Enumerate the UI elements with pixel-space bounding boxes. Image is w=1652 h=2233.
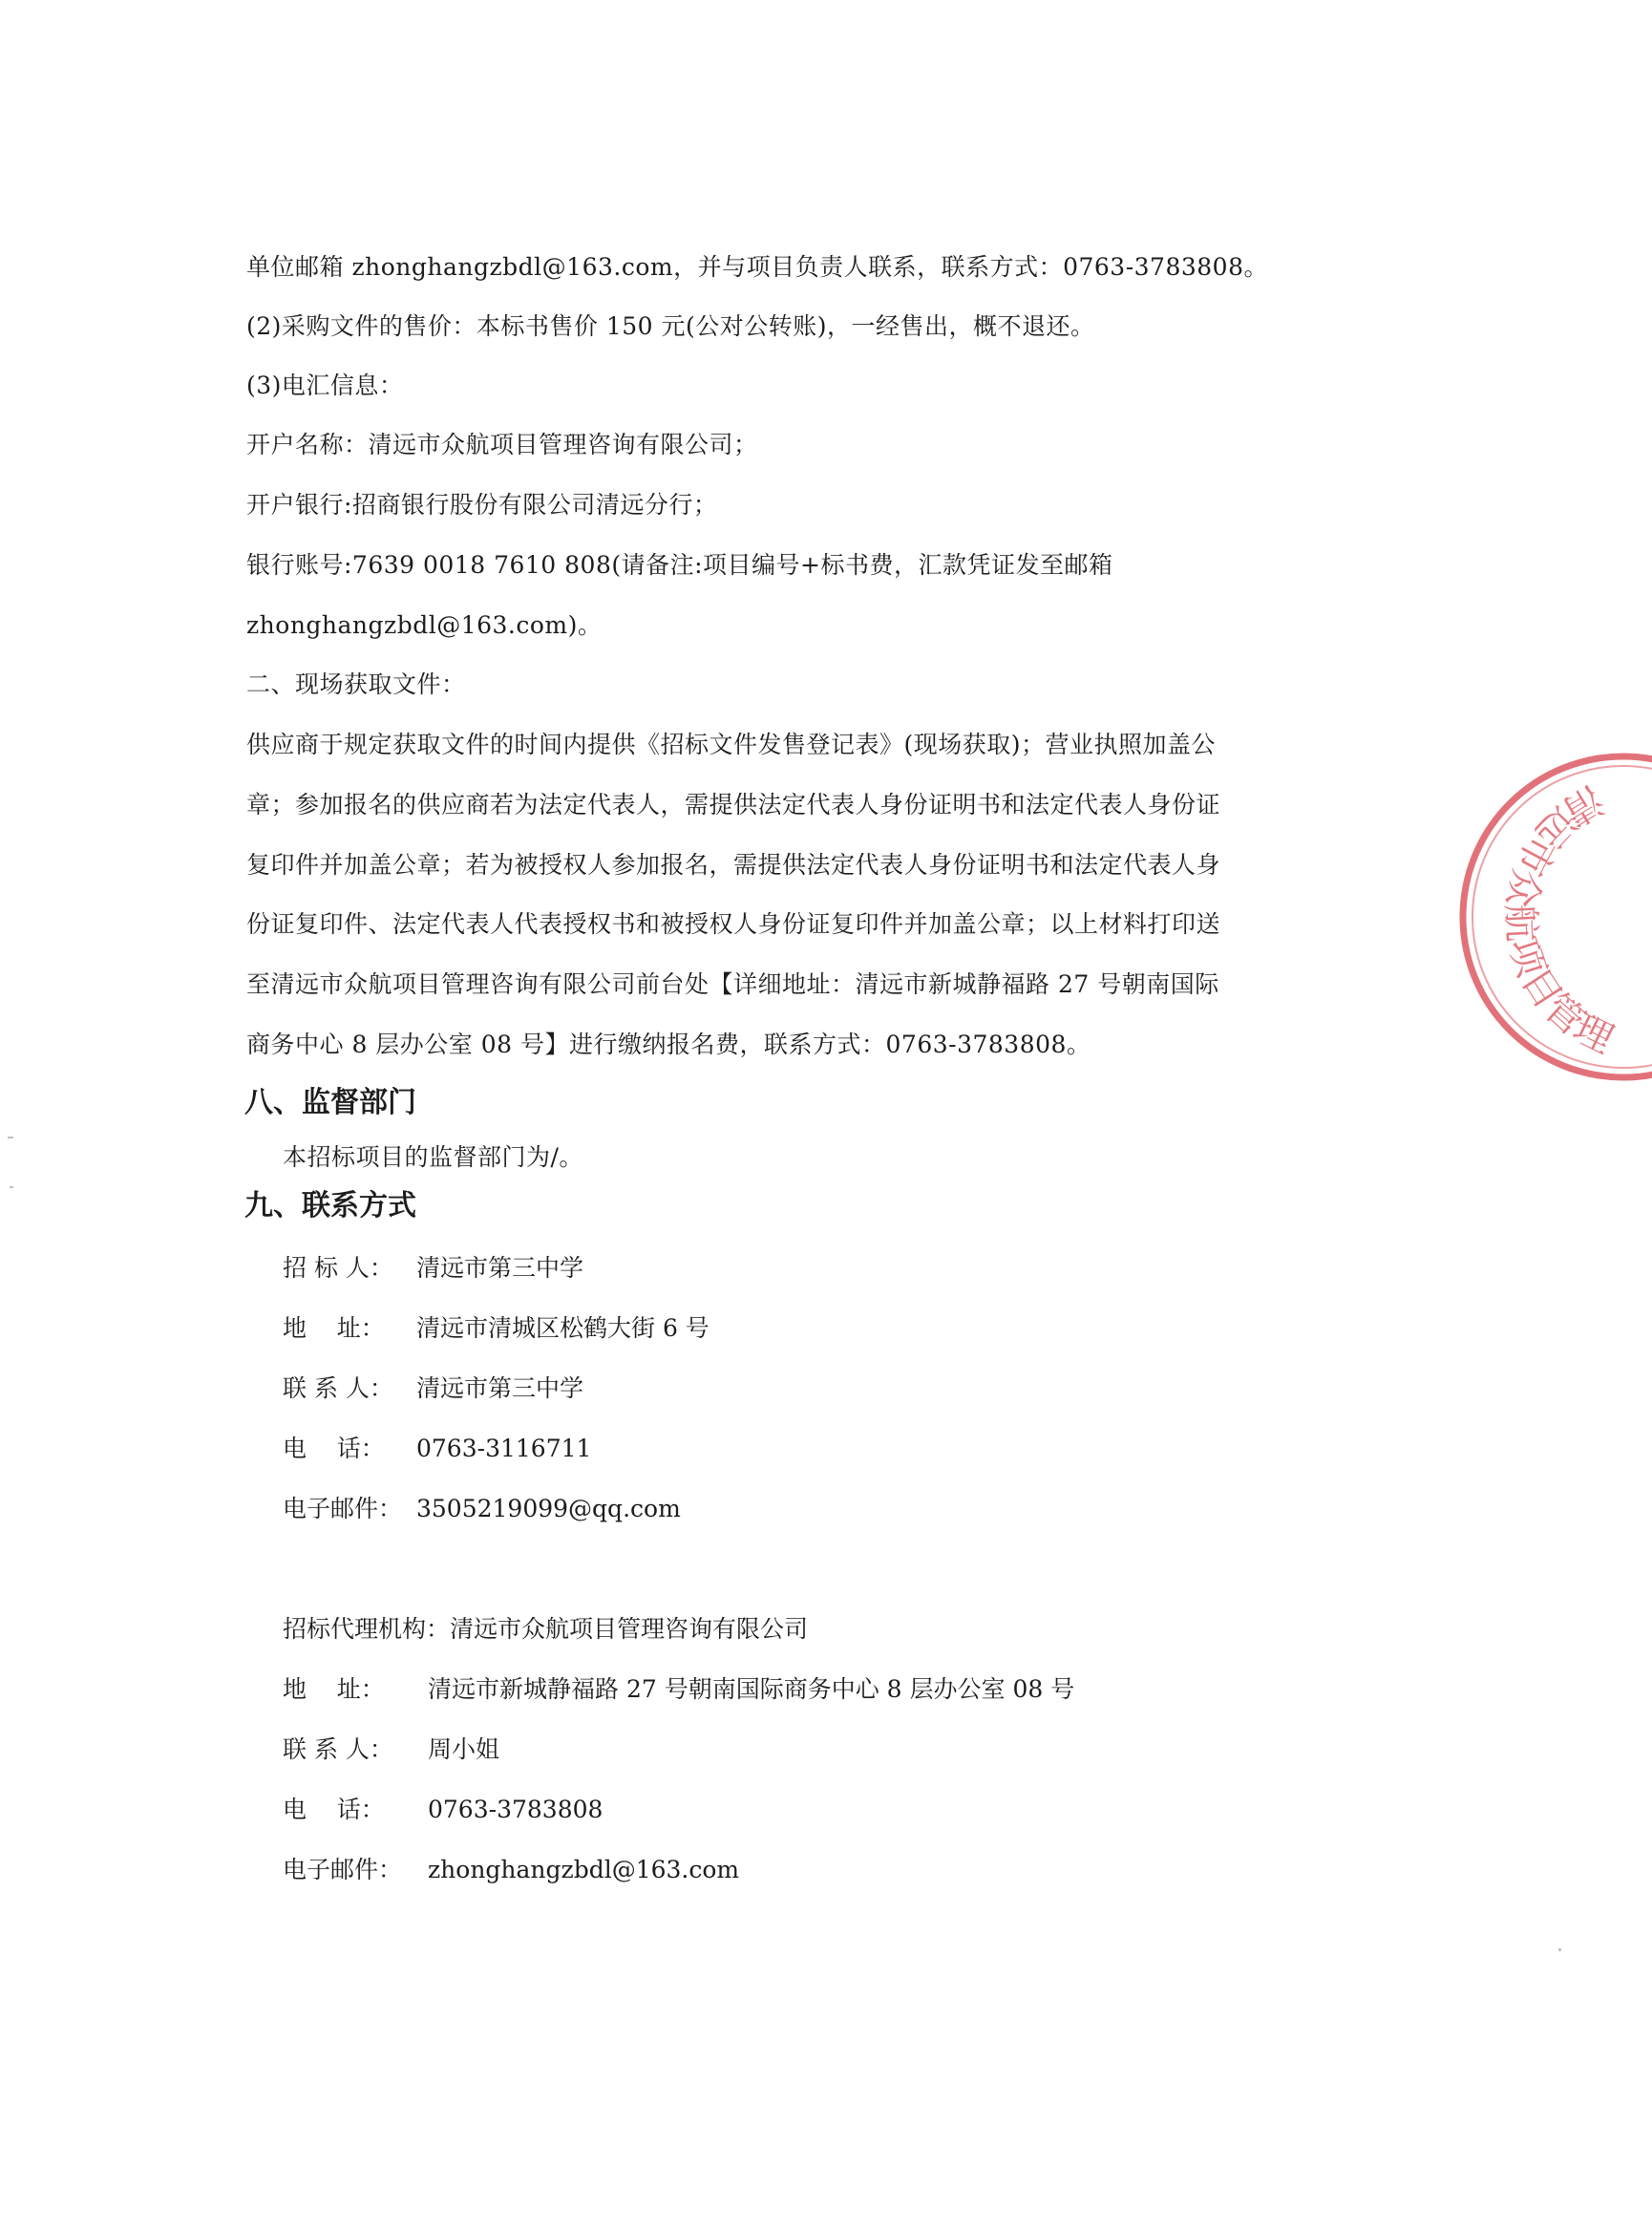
contact-label: 联 系 人： [283, 1735, 393, 1763]
agency-phone-row [283, 1795, 603, 1825]
paragraph-account-name: 开户名称：清远市众航项目管理咨询有限公司； [246, 431, 758, 458]
section-heading-supervision: 八、监督部门 [244, 1086, 416, 1119]
seal-text: 清远市众航项目管理咨询有限公司 [1413, 711, 1620, 1063]
contact-value: 3505219099@qq.com [416, 1495, 681, 1522]
scan-speck [10, 1186, 13, 1188]
paragraph-account-number: 银行账号:7639 0018 7610 808(请备注:项目编号+标书费，汇款凭证发至邮箱 [246, 551, 1113, 579]
tenderer-name-row [283, 1253, 583, 1284]
paragraph-onsite-2: 章；参加报名的供应商若为法定代表人，需提供法定代表人身份证明书和法定代表人身份证 [246, 791, 1221, 819]
paragraph-onsite-title: 二、现场获取文件： [246, 670, 466, 698]
tenderer-address-row [283, 1313, 710, 1344]
contact-label: 电子邮件： [283, 1495, 403, 1522]
paragraph-email-line: 单位邮箱 zhonghangzbdl@163.com，并与项目负责人联系，联系方式：0763-3783808。 [246, 253, 1268, 281]
agency-contact-row [283, 1734, 499, 1765]
supervision-text: 本招标项目的监督部门为/。 [283, 1143, 583, 1171]
contact-label: 电 话： [283, 1435, 385, 1462]
contact-value: 清远市第三中学 [416, 1374, 584, 1402]
contact-label: 电 话： [283, 1796, 385, 1823]
company-seal-stamp [1413, 711, 1652, 1089]
paragraph-account-email: zhonghangzbdl@163.com)。 [246, 611, 603, 639]
contact-label: 招 标 人： [283, 1254, 393, 1282]
scan-speck [1558, 1948, 1561, 1951]
scan-speck [8, 1137, 13, 1138]
contact-value: 清远市新城静福路 27 号朝南国际商务中心 8 层办公室 08 号 [428, 1675, 1075, 1703]
paragraph-onsite-5: 至清远市众航项目管理咨询有限公司前台处【详细地址：清远市新城静福路 27 号朝南国际 [246, 970, 1219, 998]
contact-value: 0763-3783808 [428, 1796, 604, 1823]
agency-email-row [283, 1855, 739, 1885]
paragraph-onsite-4: 份证复印件、法定代表人代表授权书和被授权人身份证复印件并加盖公章；以上材料打印送 [246, 910, 1221, 938]
agency-address-row [283, 1674, 1074, 1705]
paragraph-onsite-1: 供应商于规定获取文件的时间内提供《招标文件发售登记表》(现场获取)；营业执照加盖公 [246, 731, 1217, 758]
tenderer-phone-row [283, 1434, 591, 1464]
tenderer-contact-row [283, 1373, 583, 1404]
paragraph-bank: 开户银行:招商银行股份有限公司清远分行； [246, 491, 718, 519]
contact-value: 清远市第三中学 [416, 1254, 584, 1282]
paragraph-price: (2)采购文件的售价：本标书售价 150 元(公对公转账)，一经售出，概不退还。 [246, 312, 1095, 340]
contact-value: zhonghangzbdl@163.com [428, 1856, 740, 1883]
contact-label: 电子邮件： [283, 1856, 403, 1883]
contact-value: 周小姐 [428, 1735, 500, 1763]
contact-value: 清远市清城区松鹤大街 6 号 [416, 1314, 710, 1342]
paragraph-onsite-3: 复印件并加盖公章；若为被授权人参加报名，需提供法定代表人身份证明书和法定代表人身 [246, 851, 1221, 879]
agency-name-row [283, 1614, 808, 1645]
tenderer-email-row [283, 1494, 681, 1524]
paragraph-wire-info: (3)电汇信息： [246, 372, 404, 399]
contact-value: 清远市众航项目管理咨询有限公司 [450, 1615, 809, 1643]
contact-label: 地 址： [283, 1675, 385, 1703]
contact-label: 联 系 人： [283, 1374, 393, 1402]
contact-value: 0763-3116711 [416, 1435, 592, 1462]
contact-label: 招标代理机构： [283, 1615, 451, 1643]
section-heading-contact: 九、联系方式 [244, 1189, 416, 1223]
contact-label: 地 址： [283, 1314, 385, 1342]
paragraph-onsite-6: 商务中心 8 层办公室 08 号】进行缴纳报名费，联系方式：0763-3783808。 [246, 1031, 1091, 1058]
